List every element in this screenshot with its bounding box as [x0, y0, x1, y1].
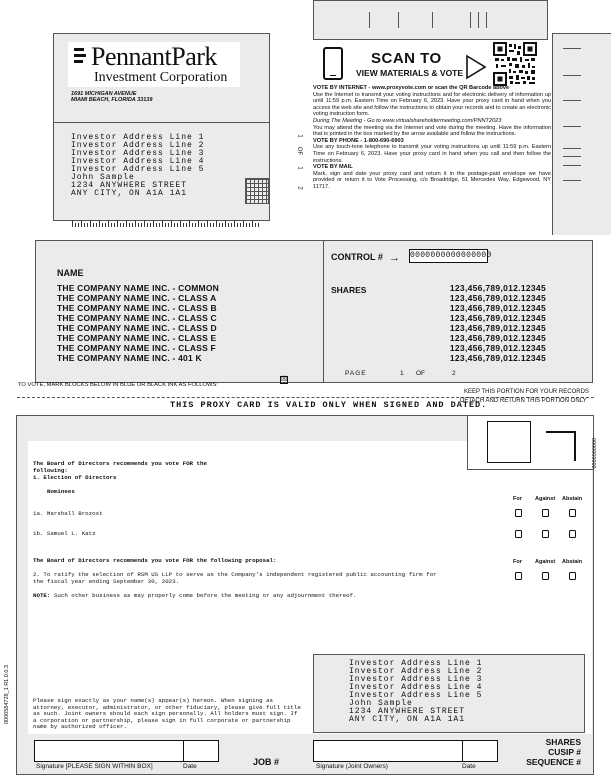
barcode-bar: [114, 223, 115, 227]
barcode-bar: [168, 223, 169, 227]
scan-square: [487, 421, 531, 463]
play-arrow-icon: [464, 54, 488, 80]
barcode-bar: [174, 223, 175, 227]
address-line: Investor Address Line 3: [349, 675, 483, 684]
barcode-bar: [222, 223, 223, 227]
nominees-label: Nominees: [47, 488, 75, 495]
note: [33, 593, 357, 600]
side-sheet-num: 1: [296, 166, 303, 170]
barcode-bar: [189, 220, 190, 227]
barcode-bar: [75, 223, 76, 227]
address-line: Investor Address Line 3: [71, 149, 205, 158]
barcode-bar: [246, 223, 247, 227]
ballot-serial-right: 0000000000: [590, 438, 596, 469]
keep-portion-text: KEEP THIS PORTION FOR YOUR RECORDS: [464, 389, 589, 395]
scan-to-subtitle: VIEW MATERIALS & VOTE: [356, 68, 464, 78]
share-amount: 123,456,789,012.12345: [449, 313, 546, 323]
vote-internet-text: Use the Internet to transmit your voting instructions and for electronic delivery of information up until 11:59 p.m. Eastern Time on February 6, 2023. Have your proxy card in hand when you access the web site and follow the instructions to obtain your records and to create an electronic voting instruction form.: [313, 91, 551, 118]
column-against: Against: [535, 559, 556, 565]
barcode-bar: [231, 223, 232, 227]
page-label: PAGE: [345, 370, 367, 377]
barcode-bar: [165, 223, 166, 227]
barcode-bar: [129, 223, 130, 227]
strip-mark: [563, 148, 581, 149]
vote-abstain-checkbox[interactable]: [569, 509, 576, 517]
date-box[interactable]: [183, 740, 219, 762]
barcode-bar: [96, 223, 97, 227]
strip-mark: [563, 156, 581, 157]
vote-for-checkbox[interactable]: [515, 530, 522, 538]
barcode-bar: [132, 223, 133, 227]
barcode-bar: [252, 220, 253, 227]
side-page-num: 1: [296, 134, 303, 138]
pennant-logo-icon: [74, 48, 86, 68]
address-line: Investor Address Line 5: [349, 691, 483, 700]
barcode-bar: [72, 220, 73, 227]
control-number-value: 0000000000000000: [409, 249, 488, 263]
grid-code-icon: [245, 178, 269, 204]
barcode-bar: [186, 223, 187, 227]
vote-for-checkbox[interactable]: [515, 572, 522, 580]
barcode-bar: [87, 223, 88, 227]
barcode-bar: [135, 220, 136, 227]
proposal-1-title: 1. Election of Directors: [33, 474, 117, 481]
barcode-bar: [105, 223, 106, 227]
barcode-bar: [192, 223, 193, 227]
investor-address-block: [71, 134, 204, 198]
nominee-row: 1a. Marshall Brozost: [33, 510, 103, 517]
barcode-bar: [240, 223, 241, 227]
vote-phone-heading: VOTE BY PHONE - 1-800-690-6903: [313, 137, 404, 144]
address-line: Investor Address Line 2: [71, 141, 205, 150]
vote-marking-instruction: TO VOTE, MARK BLOCKS BELOW IN BLUE OR BLACK INK AS FOLLOWS:: [18, 382, 218, 388]
marked-checkbox-icon: ☒: [281, 376, 288, 383]
proxy-valid-notice: THIS PROXY CARD IS VALID ONLY WHEN SIGNED AND DATED.: [170, 400, 488, 410]
barcode-bar: [93, 223, 94, 227]
signing-instructions: Please sign exactly as your name(s) appear(s) hereon. When signing as attorney, executor, administrator, or other fiduciary, please give full title as such. Joint owners should each sign personally. All holders must sign. If a corporation or partnership, please sign in full corporate or partnership name by authorized officer.: [33, 697, 301, 731]
barcode-bar: [78, 223, 79, 227]
scan-to-title: SCAN TO: [371, 50, 442, 67]
address-line: ANY CITY, ON A1A 1A1: [349, 715, 466, 724]
nominee-row: 1b. Samuel L. Katz: [33, 530, 96, 537]
address-line: 1234 ANYWHERE STREET: [349, 707, 466, 716]
vote-phone-text: Use any touch-tone telephone to transmit your voting instructions up until 11:59 p.m. Eastern Time on February 6, 2023. Have your proxy card in hand when you call and then follow the instructions.: [313, 144, 551, 164]
shares-label: SHARES: [331, 285, 367, 295]
column-against: Against: [535, 496, 556, 502]
vote-meeting-text: You may attend the meeting via the Internet and vote during the meeting. Have the information that is printed in the box marked by the arrow available and follow the instructions.: [313, 124, 551, 138]
note-text: Such other business as may properly come before the meeting or any adjournment thereof.: [53, 592, 357, 599]
barcode-bar: [102, 223, 103, 227]
barcode-bar: [144, 220, 145, 227]
company-logo-subtitle: Investment Corporation: [94, 70, 228, 85]
tab-divider: [478, 12, 479, 28]
joint-date-label: Date: [462, 763, 476, 770]
control-arrow-icon: →: [389, 252, 400, 264]
page-total: 2: [452, 370, 456, 377]
barcode-bar: [243, 220, 244, 227]
vote-meeting-heading[interactable]: During The Meeting - Go to www.virtualshareholdermeeting.com/PNNT2023: [313, 117, 502, 124]
address-line: Investor Address Line 2: [349, 667, 483, 676]
barcode-bar: [228, 223, 229, 227]
barcode-bar: [180, 220, 181, 227]
barcode-bar: [126, 220, 127, 227]
signature-box[interactable]: [34, 740, 184, 762]
barcode-bar: [201, 223, 202, 227]
return-address-block: [349, 660, 482, 724]
barcode-bar: [255, 223, 256, 227]
barcode-bar: [81, 220, 82, 227]
barcode-bar: [150, 223, 151, 227]
barcode-bar: [183, 223, 184, 227]
address-line: Investor Address Line 1: [71, 133, 205, 142]
proposal-2-text: 2. To ratify the selection of RSM US LLP to serve as the Company's independent registered public accounting firm for the fiscal year ending September 30, 2023.: [33, 571, 437, 585]
barcode-bar: [258, 223, 259, 227]
strip-mark: [563, 165, 581, 166]
ballot-serial-left: 0000584728_1 R1.0.0.3: [4, 665, 10, 725]
barcode-bar: [234, 220, 235, 227]
side-page-of: OF: [296, 146, 303, 156]
address-line: John Sample: [71, 173, 135, 182]
share-amount: 123,456,789,012.12345: [449, 343, 546, 353]
barcode-bar: [84, 223, 85, 227]
column-abstain: Abstain: [562, 559, 583, 565]
address-line: Investor Address Line 5: [71, 165, 205, 174]
note-label: NOTE:: [33, 592, 51, 599]
company-address-line1: 1691 MICHIGAN AVENUE: [71, 91, 137, 97]
tab-divider: [398, 12, 399, 28]
qr-code-icon[interactable]: [493, 42, 537, 86]
vote-against-checkbox[interactable]: [542, 530, 549, 538]
strip-mark: [563, 75, 581, 76]
vote-mail-text: Mark, sign and date your proxy card and return it in the postage-paid envelope we have provided or return it to Vote Processing, c/o Broadridge, 51 Mercedes Way, Edgewood, NY 11717.: [313, 170, 551, 190]
board-recommendation-2: The Board of Directors recommends you vote FOR the following proposal:: [33, 557, 277, 564]
control-number-label: CONTROL #: [331, 252, 383, 262]
share-amount: 123,456,789,012.12345: [449, 353, 546, 363]
company-name: THE COMPANY NAME INC. - CLASS A: [57, 293, 217, 303]
address-line: Investor Address Line 4: [349, 683, 483, 692]
date-label: Date: [183, 763, 197, 770]
holdings-divider: [323, 240, 324, 383]
signature-label: Signature [PLEASE SIGN WITHIN BOX]: [36, 763, 153, 770]
smartphone-icon: [323, 47, 343, 80]
company-name: THE COMPANY NAME INC. - CLASS B: [57, 303, 217, 313]
barcode-bar: [141, 223, 142, 227]
barcode-bar: [108, 220, 109, 227]
barcode-bar: [216, 220, 217, 227]
share-amount: 123,456,789,012.12345: [449, 323, 546, 333]
tab-divider: [470, 12, 471, 28]
vote-internet-heading[interactable]: VOTE BY INTERNET - www.proxyvote.com or scan the QR Barcode above: [313, 85, 510, 91]
company-name: THE COMPANY NAME INC. - CLASS D: [57, 323, 217, 333]
address-line: ANY CITY, ON A1A 1A1: [71, 189, 188, 198]
barcode-bar: [123, 223, 124, 227]
sequence-label: SEQUENCE #: [526, 757, 581, 767]
barcode-bar: [198, 220, 199, 227]
share-amount: 123,456,789,012.12345: [449, 303, 546, 313]
company-name: THE COMPANY NAME INC. - 401 K: [57, 353, 202, 363]
barcode-bar: [90, 220, 91, 227]
vote-against-checkbox[interactable]: [542, 509, 549, 517]
address-line: 1234 ANYWHERE STREET: [71, 181, 188, 190]
vote-mail-heading: VOTE BY MAIL: [313, 164, 353, 171]
company-name: THE COMPANY NAME INC. - CLASS C: [57, 313, 217, 323]
barcode-bar: [237, 223, 238, 227]
barcode-bar: [213, 223, 214, 227]
board-recommendation-1: The Board of Directors recommends you vote FOR the following:: [33, 460, 207, 474]
barcode-bar: [111, 223, 112, 227]
top-tab: [313, 0, 548, 40]
barcode-bar: [156, 223, 157, 227]
barcode-bar: [171, 220, 172, 227]
company-name: THE COMPANY NAME INC. - CLASS F: [57, 343, 216, 353]
corner-mark-icon: [546, 431, 576, 461]
vote-abstain-checkbox[interactable]: [569, 530, 576, 538]
barcode-bar: [147, 223, 148, 227]
page-of: OF: [416, 370, 426, 377]
barcode-bar: [177, 223, 178, 227]
barcode-bar: [249, 223, 250, 227]
joint-signature-box[interactable]: [313, 740, 463, 762]
page-number: 1: [400, 370, 404, 377]
barcode-bar: [204, 223, 205, 227]
barcode-bar: [153, 220, 154, 227]
barcode-bar: [207, 220, 208, 227]
company-address-line2: MIAMI BEACH, FLORIDA 33139: [71, 97, 153, 103]
barcode-bar: [162, 220, 163, 227]
strip-mark: [563, 100, 581, 101]
address-line: Investor Address Line 4: [71, 157, 205, 166]
name-label: NAME: [57, 268, 84, 278]
barcode-bar: [225, 220, 226, 227]
vote-abstain-checkbox[interactable]: [569, 572, 576, 580]
barcode-bar: [138, 223, 139, 227]
share-amount: 123,456,789,012.12345: [449, 333, 546, 343]
barcode-bar: [159, 223, 160, 227]
barcode-bar: [120, 223, 121, 227]
right-strip: [552, 33, 611, 235]
address-line: John Sample: [349, 699, 413, 708]
column-abstain: Abstain: [562, 496, 583, 502]
cusip-label: CUSIP #: [548, 747, 581, 757]
share-amount: 123,456,789,012.12345: [449, 293, 546, 303]
vote-for-checkbox[interactable]: [515, 509, 522, 517]
barcode-bar: [99, 220, 100, 227]
tab-divider: [432, 12, 433, 28]
barcode-bar: [195, 223, 196, 227]
barcode-bar: [219, 223, 220, 227]
job-number-label: JOB #: [253, 757, 280, 767]
vote-instructions: [313, 85, 551, 191]
address-line: Investor Address Line 1: [349, 659, 483, 668]
strip-mark: [563, 180, 581, 181]
tab-divider: [369, 12, 370, 28]
tab-divider: [486, 12, 487, 28]
column-for: For: [513, 559, 522, 565]
company-name: THE COMPANY NAME INC. - CLASS E: [57, 333, 217, 343]
postal-barcode: [72, 209, 262, 216]
barcode-bar: [117, 220, 118, 227]
company-logo-name: PennantPark: [91, 42, 217, 71]
strip-mark: [563, 48, 581, 49]
vote-against-checkbox[interactable]: [542, 572, 549, 580]
joint-date-box[interactable]: [462, 740, 498, 762]
share-amount: 123,456,789,012.12345: [449, 283, 546, 293]
joint-signature-label: Signature (Joint Owners): [316, 763, 388, 770]
strip-mark: [563, 126, 581, 127]
side-total: 2: [296, 186, 303, 190]
shares-footer-label: SHARES: [545, 737, 581, 747]
detach-portion-text: DETACH AND RETURN THIS PORTION ONLY: [460, 398, 587, 404]
column-for: For: [513, 496, 522, 502]
company-name: THE COMPANY NAME INC. - COMMON: [57, 283, 219, 293]
barcode-bar: [210, 223, 211, 227]
